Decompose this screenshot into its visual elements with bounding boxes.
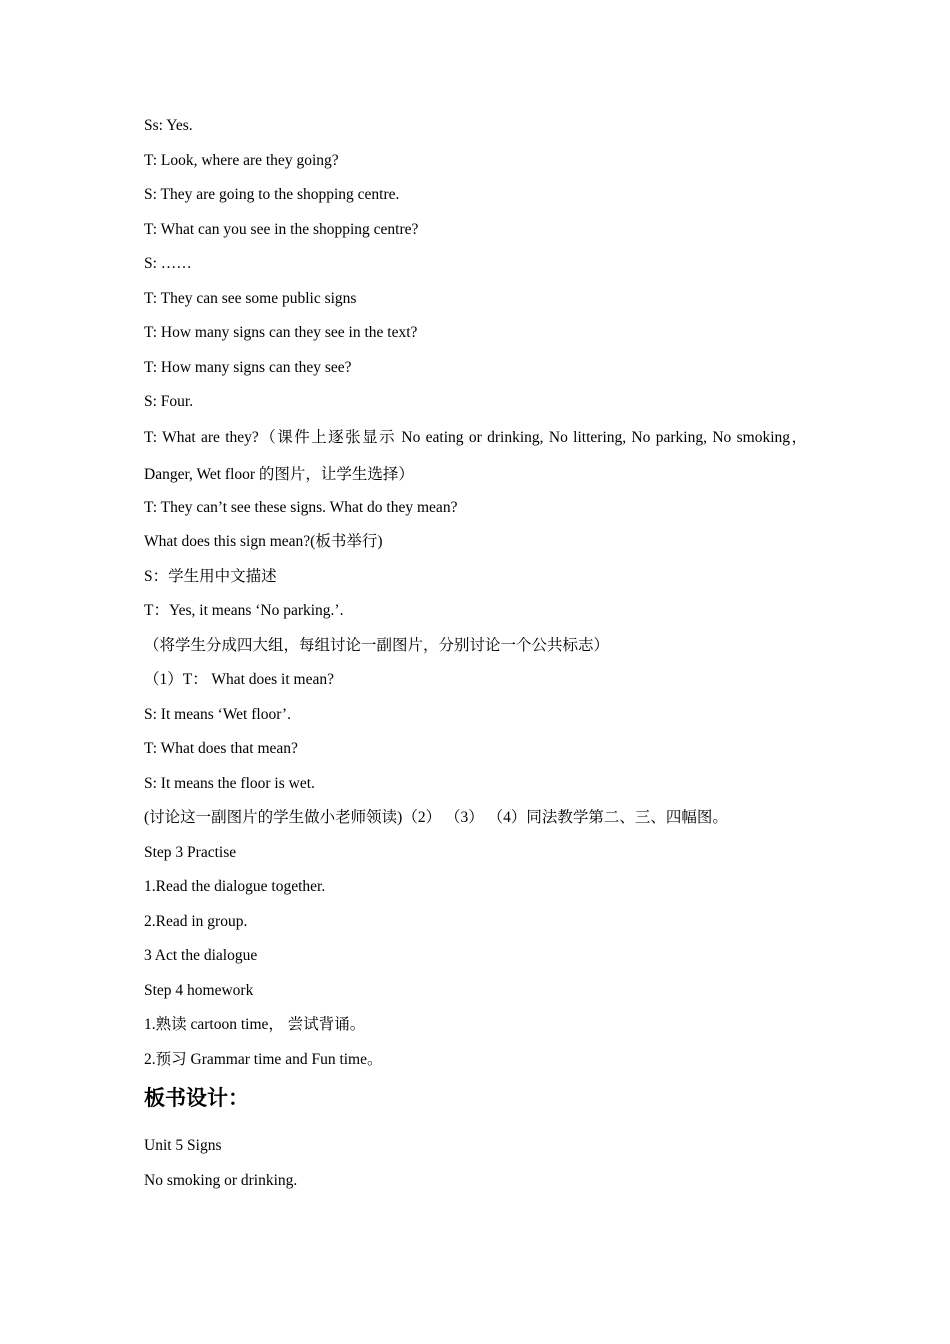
step-item: 2.Read in group. [144, 912, 248, 930]
dialogue-line: S: …… [144, 255, 192, 272]
dialogue-line: S：学生用中文描述 [144, 567, 277, 585]
document-body [144, 116, 807, 1205]
signs-paragraph: T: What are they?（课件上逐张显示 No eating or drinking, No littering, No parking, No smoking，Danger, Wet floor 的图片，让学生选择） [144, 428, 807, 483]
dialogue-line: T: Look, where are they going? [144, 151, 339, 169]
homework-item: 2.预习 Grammar time and Fun time。 [144, 1050, 383, 1068]
step-item: 3 Act the dialogue [144, 947, 258, 964]
dialogue-line: S: It means the floor is wet. [144, 774, 315, 792]
instruction-line: (讨论这一副图片的学生做小老师领读)（2） （3） （4）同法教学第二、三、四幅图。 [144, 809, 728, 826]
dialogue-line: T: How many signs can they see? [144, 358, 352, 376]
dialogue-line: S: They are going to the shopping centre. [144, 186, 400, 203]
dialogue-line: S: Four. [144, 393, 194, 410]
step-heading: Step 4 homework [144, 981, 254, 999]
dialogue-line: T: They can see some public signs [144, 289, 357, 307]
dialogue-line: What does this sign mean?(板书举行) [144, 533, 383, 550]
instruction-line: （将学生分成四大组，每组讨论一副图片，分别讨论一个公共标志） [144, 636, 610, 654]
dialogue-line: Ss: Yes. [144, 117, 193, 134]
step-item: 1.Read the dialogue together. [144, 878, 326, 895]
dialogue-line: T: What does that mean? [144, 740, 298, 757]
dialogue-line: T: They can’t see these signs. What do they mean? [144, 498, 458, 516]
dialogue-line: （1）T： What does it mean? [144, 671, 334, 688]
homework-item: 1.熟读 cartoon time， 尝试背诵。 [144, 1016, 366, 1033]
board-line: Unit 5 Signs [144, 1137, 222, 1154]
dialogue-line: T: How many signs can they see in the text? [144, 324, 418, 341]
step-heading: Step 3 Practise [144, 843, 237, 861]
dialogue-line: S: It means ‘Wet floor’. [144, 705, 291, 723]
board-design-heading: 板书设计： [144, 1086, 249, 1110]
dialogue-line: T：Yes, it means ‘No parking.’. [144, 602, 344, 619]
board-line: No smoking or drinking. [144, 1171, 298, 1189]
dialogue-line: T: What can you see in the shopping centre? [144, 220, 419, 238]
